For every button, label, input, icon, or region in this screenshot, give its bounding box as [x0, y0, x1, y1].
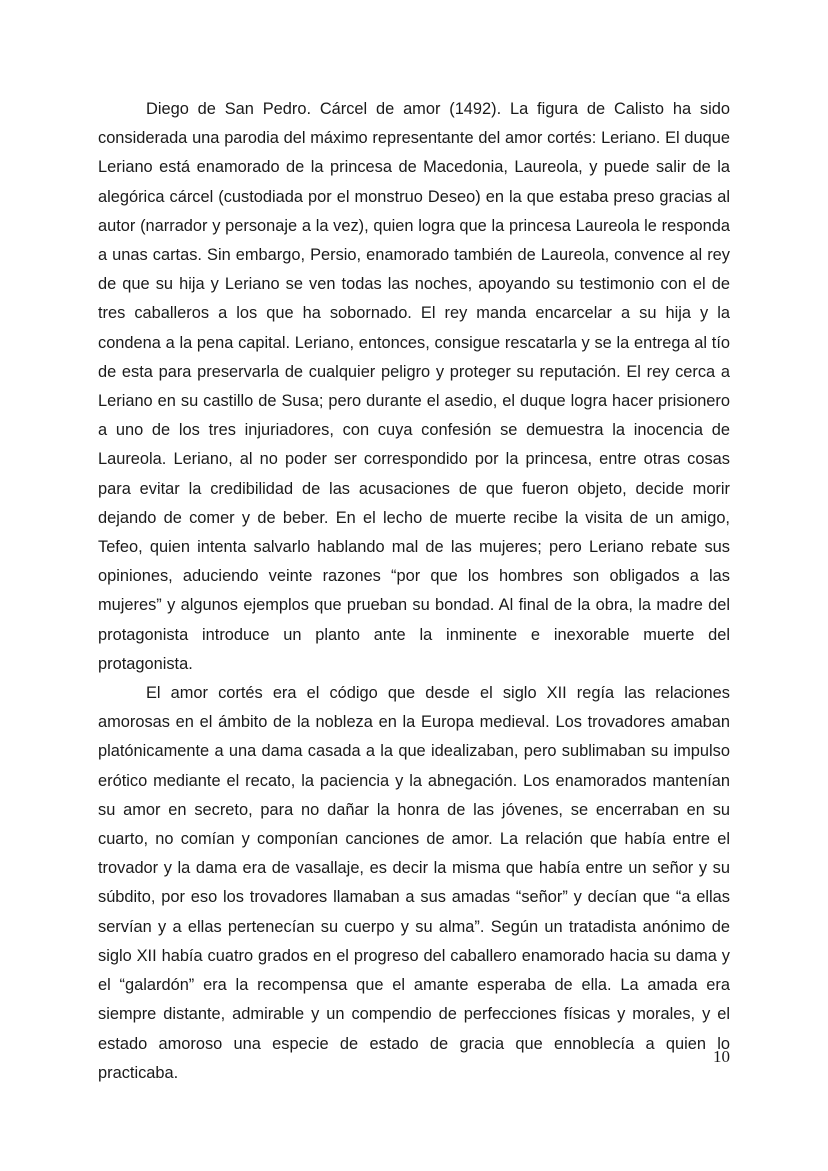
paragraph-amor-cortes: El amor cortés era el código que desde el siglo XII regía las relaciones amorosas en el ámbito de la nobleza en la Europa medieval. Los trovadores amaban platónicamente a una dama casada a la que idealizaban, pero sublimaban su impulso erótico mediante el recato, la paciencia y la abnegación. Los enamorados mantenían su amor en secreto, para no dañar la honra de las jóvenes, se encerraban en su cuarto, no comían y componían canciones de amor. La relación que había entre el trovador y la dama era de vasallaje, es decir la misma que había entre un señor y su súbdito, por eso los trovadores llamaban a sus amadas “señor” y decían que “a ellas servían y a ellas pertenecían su cuerpo y su alma”. Según un tratadista anónimo de siglo XII había cuatro grados en el progreso del caballero enamorado hacia su dama y el “galardón” era la recompensa que el amante esperaba de ella. La amada era siempre distante, admirable y un compendio de perfecciones físicas y morales, y el estado amoroso una especie de estado de gracia que ennoblecía a quien lo practicaba. — [98, 684, 730, 1082]
page-number: 10 — [713, 1047, 730, 1066]
paragraph-diego-de-san-pedro: Diego de San Pedro. Cárcel de amor (1492). La figura de Calisto ha sido considerada una parodia del máximo representante del amor cortés: Leriano. El duque Leriano está enamorado de la princesa de Macedonia, Laureola, y puede salir de la alegórica cárcel (custodiada por el monstruo Deseo) en la que estaba preso gracias al autor (narrador y personaje a la vez), quien logra que la princesa Laureola le responda a unas cartas. Sin embargo, Persio, enamorado también de Laureola, convence al rey de que su hija y Leriano se ven todas las noches, apoyando su testimonio con el de tres caballeros a los que ha sobornado. El rey manda encarcelar a su hija y la condena a la pena capital. Leriano, entonces, consigue rescatarla y se la entrega al tío de esta para preservarla de cualquier peligro y proteger su reputación. El rey cerca a Leriano en su castillo de Susa; pero durante el asedio, el duque logra hacer prisionero a uno de los tres injuriadores, con cuya confesión se demuestra la inocencia de Laureola. Leriano, al no poder ser correspondido por la princesa, entre otras cosas para evitar la credibilidad de las acusaciones de que fueron objeto, decide morir dejando de comer y de beber. En el lecho de muerte recibe la visita de un amigo, Tefeo, quien intenta salvarlo hablando mal de las mujeres; pero Leriano rebate sus opiniones, aduciendo veinte razones “por que los hombres son obligados a las mujeres” y algunos ejemplos que prueban su bondad. Al final de la obra, la madre del protagonista introduce un planto ante la inminente e inexorable muerte del protagonista. — [98, 100, 730, 673]
body-text — [98, 95, 730, 1088]
